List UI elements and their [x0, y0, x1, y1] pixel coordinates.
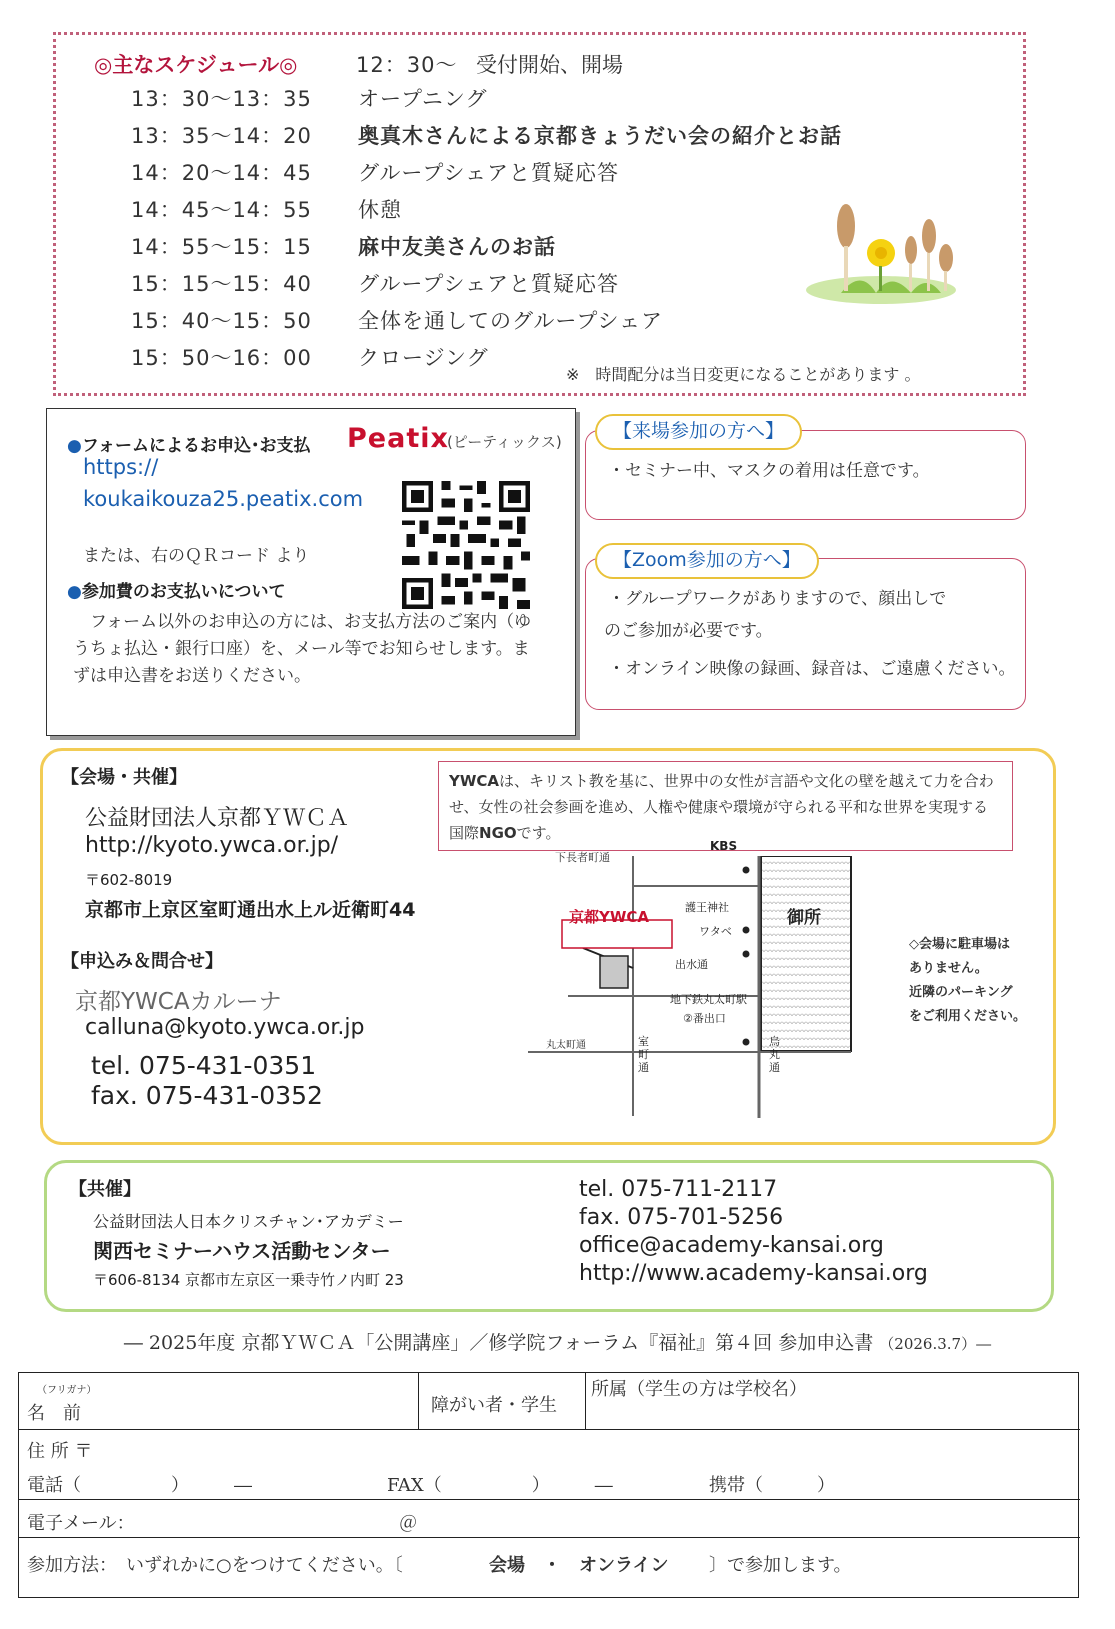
- method-options[interactable]: 会場 ・ オンライン: [489, 1555, 669, 1576]
- peatix-brand-sub: (ピーティックス): [447, 433, 562, 451]
- venue-url[interactable]: http://kyoto.ywca.or.jp/: [85, 833, 339, 858]
- map-shimochoja: 下長者町通: [555, 851, 610, 864]
- contact-org: 京都YWCAカルーナ: [75, 989, 282, 1015]
- map-subway1: 地下鉄丸太町駅: [670, 993, 747, 1006]
- contact-email[interactable]: calluna@kyoto.ywca.or.jp: [85, 1015, 365, 1040]
- ywca-description: YWCAは、キリスト教を基に、世界中の女性が言語や文化の壁を越えて力を合わせ、女性の社会参画を進め、人権や健康や環境が守られる平和な世界を実現する国際NGOです。: [438, 761, 1013, 851]
- peatix-url-line1[interactable]: https://: [83, 455, 159, 479]
- cohost-fax: fax. 075-701-5256: [579, 1205, 784, 1230]
- venue-box: [40, 748, 1056, 1145]
- schedule-first-time: 12：30～: [356, 53, 458, 77]
- map-kbs: KBS: [710, 839, 738, 853]
- map-gosho: 御所: [787, 908, 821, 928]
- peatix-heading: ●フォームによるお申込･お支払: [67, 436, 311, 456]
- map-watabe: ワタベ: [699, 925, 732, 938]
- application-form: [18, 1372, 1079, 1598]
- zoom-callout: [585, 558, 1026, 710]
- name-field[interactable]: 名 前: [27, 1403, 81, 1424]
- zoom-line3: ・オンライン映像の録画、録音は、ご遠慮ください。: [608, 659, 1016, 679]
- cohost-heading: 【共催】: [69, 1179, 141, 1200]
- onsite-text: ・セミナー中、マスクの着用は任意です。: [608, 461, 930, 481]
- email-at: ＠: [399, 1513, 417, 1534]
- fee-heading: ●参加費のお支払いについて: [67, 582, 286, 602]
- cohost-tel: tel. 075-711-2117: [579, 1177, 778, 1202]
- map-goou: 護王神社: [685, 901, 729, 914]
- map-demizu: 出水通: [675, 958, 708, 971]
- schedule-note: ※ 時間配分は当日変更になることがあります 。: [566, 365, 921, 384]
- gosho-area: [761, 856, 851, 1051]
- cohost-org1: 公益財団法人日本クリスチャン･アカデミー: [93, 1212, 404, 1231]
- schedule-box: ◎主なスケジュール◎ 12：30～ 受付開始、開場 13：30～13：35 オープニング 13：35～14：20 奥真木さんによる京都きょうだい会の紹介とお話 14：20～14：45 グループシェアと質疑応答 14：45～14：55 休憩 14：55～15：15 麻中友美さんのお話 15：15～15：40 グループシェアと質疑応答 15：40～15：50 全体を通してのグループシェア 15：50～16：00 クロージング ※ 時間配分は当日変更になることがあります 。: [53, 32, 1026, 396]
- disability-student-field[interactable]: 障がい者・学生: [431, 1395, 557, 1416]
- qr-instruction: または、右のＱＲコード より: [83, 546, 310, 566]
- contact-tel: tel. 075-431-0351: [91, 1051, 317, 1080]
- map-ywca-label: 京都YWCA: [569, 908, 650, 926]
- cohost-email[interactable]: office@academy-kansai.org: [579, 1233, 884, 1258]
- map-muromachi: 室町通: [638, 1035, 649, 1074]
- zoom-line1: ・グループワークがありますので、顔出しで: [608, 589, 947, 609]
- method-end: 〕で参加します。: [709, 1555, 852, 1576]
- venue-org: 公益財団法人京都ＹＷＣＡ: [85, 806, 350, 831]
- form-title: ― 2025年度 京都ＹＷＣＡ「公開講座」／修学院フォーラム『福祉』第４回 参加申込書 （2026.3.7）―: [123, 1332, 992, 1354]
- zoom-tag: 【Zoom参加の方へ】: [595, 543, 819, 579]
- contact-heading: 【申込み＆問合せ】: [61, 951, 223, 972]
- peatix-url-line2[interactable]: koukaikouza25.peatix.com: [83, 487, 364, 511]
- contact-fax: fax. 075-431-0352: [91, 1081, 323, 1110]
- cohost-org2: 関西セミナーハウス活動センター: [93, 1239, 391, 1263]
- qr-code-icon[interactable]: [402, 481, 530, 609]
- mobile-field[interactable]: 携帯（ ）: [709, 1475, 835, 1496]
- schedule-first-desc: 受付開始、開場: [476, 53, 623, 77]
- phone-field[interactable]: 電話（ ） ―: [27, 1475, 252, 1496]
- method-label: 参加方法： いずれかに○をつけてください。〔: [27, 1555, 421, 1576]
- address-field[interactable]: 住 所 〒: [27, 1441, 93, 1462]
- map-karasuma: 烏丸通: [769, 1035, 780, 1074]
- zoom-line2: のご参加が必要です。: [604, 621, 773, 641]
- peatix-box: [46, 408, 576, 736]
- ywca-building: [600, 956, 628, 988]
- peatix-brand: Peatix: [347, 423, 449, 454]
- onsite-tag: 【来場参加の方へ】: [595, 414, 802, 450]
- map-subway2: ②番出口: [683, 1012, 726, 1025]
- cohost-box: [44, 1160, 1054, 1312]
- venue-address: 京都市上京区室町通出水上ル近衛町44: [85, 899, 416, 921]
- email-field[interactable]: 電子メール：: [27, 1513, 135, 1534]
- venue-postal: 〒602-8019: [85, 871, 173, 889]
- cohost-url[interactable]: http://www.academy-kansai.org: [579, 1261, 928, 1286]
- affiliation-field[interactable]: 所属（学生の方は学校名）: [591, 1379, 807, 1400]
- venue-heading: 【会場・共催】: [61, 767, 187, 788]
- cohost-address: 〒606-8134 京都市左京区一乗寺竹ノ内町 23: [93, 1271, 404, 1289]
- fee-body: フォーム以外のお申込の方には、お支払方法のご案内（ゆうちょ払込・銀行口座）を、メール等でお知らせします。まずは申込書をお送りください。: [73, 612, 532, 686]
- parking-note: ◇会場に駐車場は ありません。 近隣のパーキング をご利用ください。: [909, 937, 1027, 1024]
- fax-field[interactable]: FAX（ ） ―: [387, 1475, 613, 1496]
- map-marutamachi: 丸太町通: [546, 1040, 586, 1051]
- schedule-title: ◎主なスケジュール◎: [94, 53, 298, 77]
- spring-flowers-illustration: [801, 198, 961, 308]
- furigana-label: （フリガナ）: [37, 1385, 97, 1396]
